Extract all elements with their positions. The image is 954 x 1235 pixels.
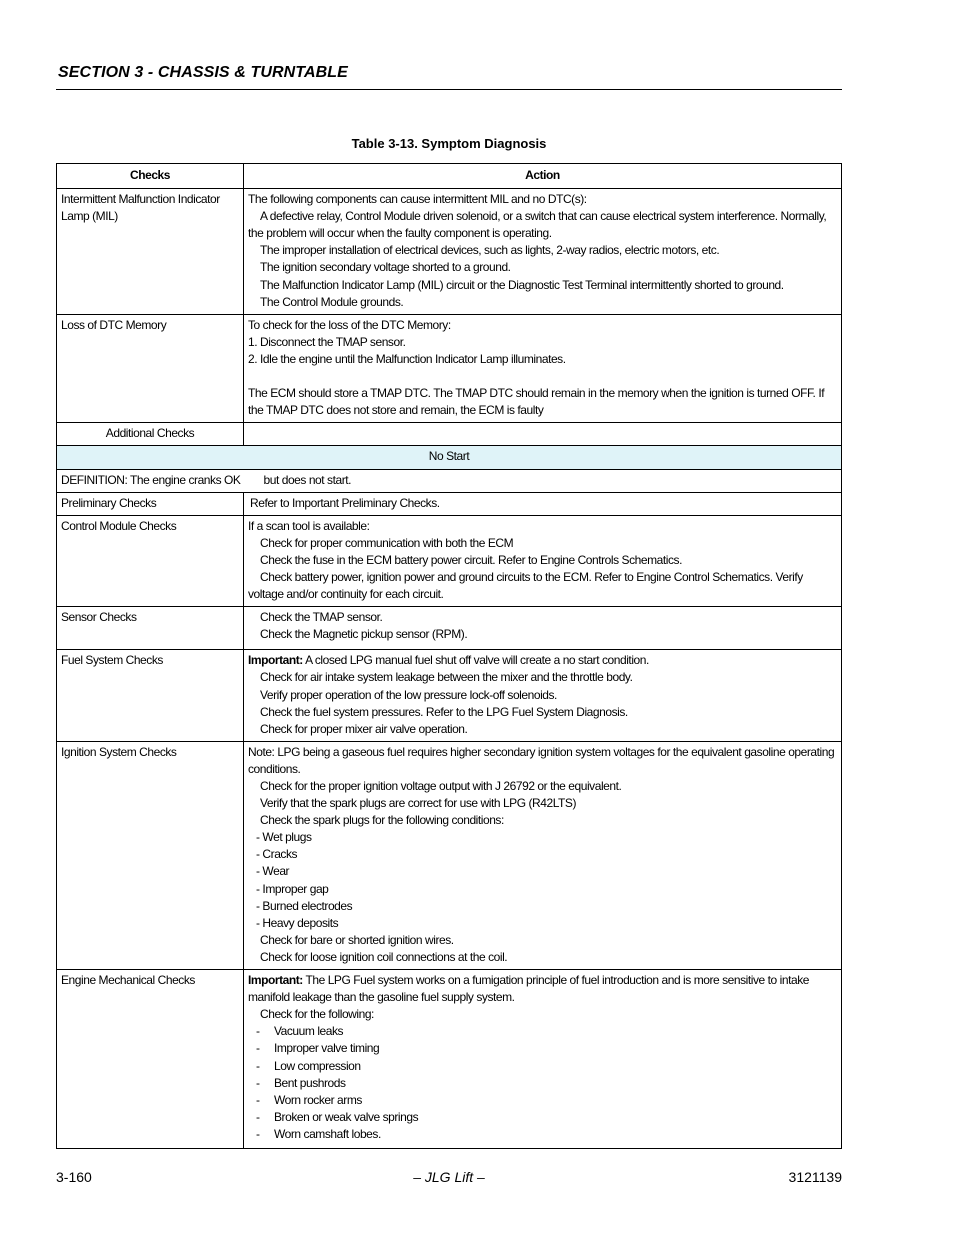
action-line: To check for the loss of the DTC Memory: xyxy=(248,317,451,332)
note-line: Note: LPG being a gaseous fuel requires higher secondary ignition system voltages for the equivalent gasoline operating conditions. xyxy=(248,744,835,776)
action-line: Check for air intake system leakage between the mixer and the throttle body. xyxy=(260,670,633,685)
action-cell xyxy=(244,189,842,315)
action-line: The improper installation of electrical devices, such as lights, 2-way radios, electric motors, etc. xyxy=(260,243,720,258)
table-row xyxy=(57,970,842,1149)
list-item-text: Worn camshaft lobes. xyxy=(274,1126,381,1141)
action-line: Check the spark plugs for the following conditions: xyxy=(260,813,504,828)
important-line xyxy=(248,652,837,669)
section-divider xyxy=(56,89,842,90)
action-line: The Malfunction Indicator Lamp (MIL) circuit or the Diagnostic Test Terminal intermittently shorted to ground. xyxy=(260,277,784,292)
action-line: Check for proper communication with both the ECM xyxy=(260,535,514,550)
table-row xyxy=(57,515,842,606)
condition-item: - Improper gap xyxy=(256,881,329,896)
list-item-text: Vacuum leaks xyxy=(274,1024,344,1039)
dash-bullet: - xyxy=(256,1041,260,1056)
list-item-text: Worn rocker arms xyxy=(274,1092,362,1107)
col-header-action: Action xyxy=(244,164,842,189)
condition-item: - Heavy deposits xyxy=(256,915,339,930)
check-cell: Preliminary Checks xyxy=(57,492,244,515)
list-item xyxy=(248,1023,837,1040)
definition-label: DEFINITION: The engine cranks OK xyxy=(57,469,244,492)
dash-bullet: - xyxy=(256,1058,260,1073)
col-header-checks: Checks xyxy=(57,164,244,189)
action-line: Verify that the spark plugs are correct for use with LPG (R42LTS) xyxy=(260,796,577,811)
list-item xyxy=(248,1075,837,1092)
action-line: The ignition secondary voltage shorted to a ground. xyxy=(260,260,511,275)
check-cell: Ignition System Checks xyxy=(57,741,244,969)
condition-item: - Wet plugs xyxy=(256,830,312,845)
action-cell xyxy=(244,423,842,446)
condition-item: - Burned electrodes xyxy=(256,898,353,913)
action-line: A defective relay, Control Module driven solenoid, or a switch that can cause electrical system interference. Normally, the problem will occur when the faulty component is operating. xyxy=(248,209,827,241)
table-row xyxy=(57,189,842,315)
dash-bullet: - xyxy=(256,1075,260,1090)
blank-line xyxy=(248,368,837,385)
section-title: SECTION 3 - CHASSIS & TURNTABLE xyxy=(58,64,348,81)
table-row xyxy=(57,650,842,741)
action-line: The ECM should store a TMAP DTC. The TMAP DTC should remain in the memory when the ignition is turned OFF. If the TMAP DTC does not store and remain, the ECM is faulty xyxy=(248,386,825,418)
list-item xyxy=(248,1092,837,1109)
condition-item: - Wear xyxy=(256,864,290,879)
action-line: Check the TMAP sensor. xyxy=(260,610,383,625)
action-line: Check the fuse in the ECM battery power circuit. Refer to Engine Controls Schematics. xyxy=(260,552,682,567)
condition-item: - Cracks xyxy=(256,847,298,862)
list-item-text: Improper valve timing xyxy=(274,1041,380,1056)
table-row xyxy=(57,423,842,446)
important-line xyxy=(248,972,837,1006)
check-cell: Loss of DTC Memory xyxy=(57,314,244,423)
table-row xyxy=(57,469,842,492)
check-cell: Intermittent Malfunction Indicator Lamp (MIL) xyxy=(57,189,244,315)
dash-bullet: - xyxy=(256,1024,260,1039)
action-cell xyxy=(244,970,842,1149)
action-line: Check for bare or shorted ignition wires. xyxy=(260,932,454,947)
action-line: 2. Idle the engine until the Malfunction Indicator Lamp illuminates. xyxy=(248,351,566,366)
list-item-text: Low compression xyxy=(274,1058,361,1073)
action-line: Check the fuel system pressures. Refer to the LPG Fuel System Diagnosis. xyxy=(260,704,628,719)
action-line: Verify proper operation of the low pressure lock-off solenoids. xyxy=(260,687,557,702)
definition-text: but does not start. xyxy=(244,469,842,492)
table-header-row xyxy=(57,164,842,189)
action-line: If a scan tool is available: xyxy=(248,518,370,533)
check-cell: Additional Checks xyxy=(57,423,244,446)
list-item xyxy=(248,1126,837,1143)
important-label: Important: xyxy=(248,973,303,988)
list-item xyxy=(248,1058,837,1075)
action-cell xyxy=(244,314,842,423)
check-cell: Fuel System Checks xyxy=(57,650,244,741)
list-item xyxy=(248,1040,837,1057)
action-line: The Control Module grounds. xyxy=(260,294,404,309)
check-cell: Sensor Checks xyxy=(57,607,244,650)
action-cell: Refer to Important Preliminary Checks. xyxy=(244,492,842,515)
important-text: The LPG Fuel system works on a fumigation principle of fuel introduction and is more sensitive to intake manifold leakage than the gasoline fuel supply system. xyxy=(248,973,809,1005)
action-cell xyxy=(244,650,842,741)
table-caption: Table 3-13. Symptom Diagnosis xyxy=(351,136,547,151)
important-text: A closed LPG manual fuel shut off valve will create a no start condition. xyxy=(305,653,649,668)
action-cell xyxy=(244,515,842,606)
action-line: Check battery power, ignition power and ground circuits to the ECM. Refer to Engine Control Schematics. Verify voltage and/or continuity for each circuit. xyxy=(248,569,803,602)
dash-bullet: - xyxy=(256,1092,260,1107)
check-cell: Engine Mechanical Checks xyxy=(57,970,244,1149)
dash-bullet: - xyxy=(256,1109,260,1124)
table-row xyxy=(57,607,842,650)
table-row xyxy=(57,741,842,969)
document-number: 3121139 xyxy=(788,1169,842,1185)
list-item xyxy=(248,1109,837,1126)
action-cell xyxy=(244,741,842,969)
table-row xyxy=(57,492,842,515)
no-start-banner: No Start xyxy=(57,446,842,469)
check-cell: Control Module Checks xyxy=(57,515,244,606)
action-cell xyxy=(244,607,842,650)
action-line: The following components can cause intermittent MIL and no DTC(s): xyxy=(248,192,587,207)
symptom-diagnosis-table xyxy=(56,163,842,1149)
dash-bullet: - xyxy=(256,1126,260,1141)
list-item-text: Broken or weak valve springs xyxy=(274,1109,419,1124)
action-line: 1. Disconnect the TMAP sensor. xyxy=(248,334,406,349)
action-line: Check for the proper ignition voltage output with J 26792 or the equivalent. xyxy=(260,779,622,793)
action-line: Check for proper mixer air valve operation. xyxy=(260,721,468,736)
footer-brand: – JLG Lift – xyxy=(413,1169,485,1185)
table-row xyxy=(57,314,842,423)
action-line: Check the Magnetic pickup sensor (RPM). xyxy=(260,627,468,642)
table-row xyxy=(57,446,842,469)
action-line: Check for the following: xyxy=(260,1007,374,1022)
list-item-text: Bent pushrods xyxy=(274,1075,346,1090)
page-number: 3-160 xyxy=(56,1169,92,1185)
important-label: Important: xyxy=(248,653,303,668)
action-line: Check for loose ignition coil connections at the coil. xyxy=(260,949,508,964)
